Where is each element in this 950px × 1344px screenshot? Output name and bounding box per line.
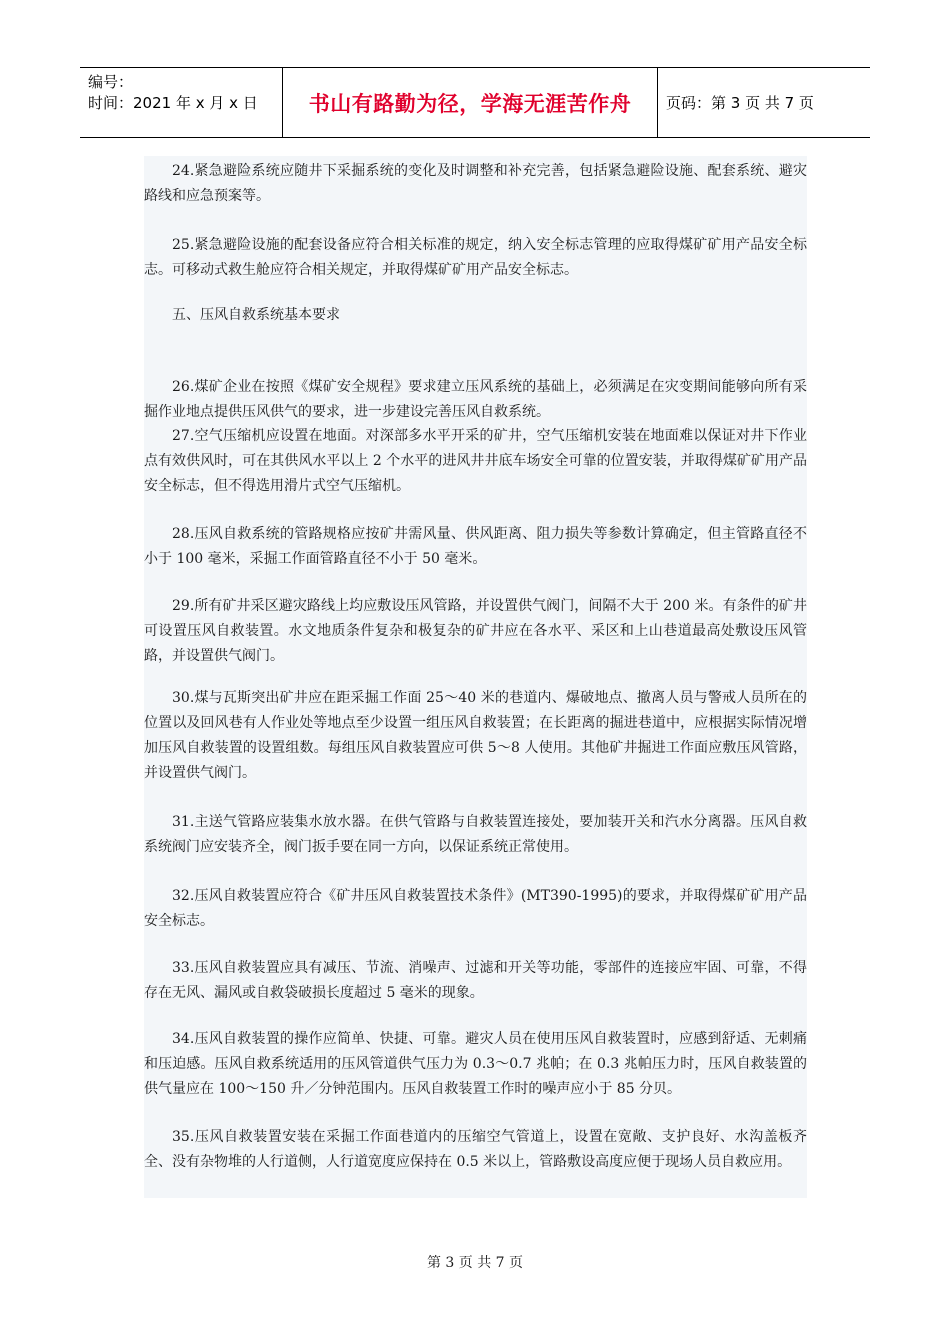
paragraph-33: 33.压风自救装置应具有减压、节流、消噪声、过滤和开关等功能，零部件的连接应牢固、可靠，不得存在无风、漏风或自救袋破损长度超过 5 毫米的现象。 (144, 960, 807, 1001)
paragraph-27: 27.空气压缩机应设置在地面。对深部多水平开采的矿井，空气压缩机安装在地面难以保证对井下作业点有效供风时，可在其供风水平以上 2 个水平的进风井井底车场安全可靠的位置安装，并取得煤矿矿用产品安全标志，但不得选用滑片式空气压缩机。 (144, 428, 807, 494)
paragraph-29: 29.所有矿井采区避灾路线上均应敷设压风管路，并设置供气阀门，间隔不大于 200 米。有条件的矿井可设置压风自救装置。水文地质条件复杂和极复杂的矿井应在各水平、采区和上山巷道最高处敷设压风管路，并设置供气阀门。 (144, 598, 807, 664)
paragraph-32: 32.压风自救装置应符合《矿井压风自救装置技术条件》(MT390-1995)的要求，并取得煤矿矿用产品安全标志。 (144, 888, 807, 929)
paragraph-31: 31.主送气管路应装集水放水器。在供气管路与自救装置连接处，要加装开关和汽水分离器。压风自救系统阀门应安装齐全，阀门扳手要在同一方向，以保证系统正常使用。 (144, 814, 807, 855)
paragraph-26: 26.煤矿企业在按照《煤矿安全规程》要求建立压风系统的基础上，必须满足在灾变期间能够向所有采掘作业地点提供压风供气的要求，进一步建设完善压风自救系统。 (144, 379, 807, 420)
header-page-code: 页码：第 3 页 共 7 页 (666, 94, 814, 112)
paragraph-25: 25.紧急避险设施的配套设备应符合相关标准的规定，纳入安全标志管理的应取得煤矿矿用产品安全标志。可移动式救生舱应符合相关规定，并取得煤矿矿用产品安全标志。 (144, 237, 807, 278)
header-info (80, 68, 282, 137)
header-motto: 书山有路勤为径，学海无涯苦作舟 (282, 68, 658, 137)
paragraph-24: 24.紧急避险系统应随井下采掘系统的变化及时调整和补充完善，包括紧急避险设施、配套系统、避灾路线和应急预案等。 (144, 163, 807, 204)
page-header (80, 67, 870, 138)
document-body (144, 156, 807, 1198)
document-date: 时间：2021 年 x 月 x 日 (88, 94, 258, 112)
document-number-label: 编号： (88, 73, 134, 91)
paragraph-28: 28.压风自救系统的管路规格应按矿井需风量、供风距离、阻力损失等参数计算确定，但主管路直径不小于 100 毫米，采掘工作面管路直径不小于 50 毫米。 (144, 526, 807, 567)
paragraph-35: 35.压风自救装置安装在采掘工作面巷道内的压缩空气管道上，设置在宽敞、支护良好、水沟盖板齐全、没有杂物堆的人行道侧，人行道宽度应保持在 0.5 米以上，管路敷设高度应便于现场人员自救应用。 (144, 1129, 807, 1170)
paragraph-34: 34.压风自救装置的操作应简单、快捷、可靠。避灾人员在使用压风自救装置时，应感到舒适、无刺痛和压迫感。压风自救系统适用的压风管道供气压力为 0.3～0.7 兆帕；在 0.3 兆帕压力时，压风自救装置的供气量应在 100～150 升／分钟范围内。压风自救装置工作时的噪声应小于 85 分贝。 (144, 1031, 807, 1097)
section-heading: 五、压风自救系统基本要求 (172, 307, 340, 323)
paragraph-30: 30.煤与瓦斯突出矿井应在距采掘工作面 25～40 米的巷道内、爆破地点、撤离人员与警戒人员所在的位置以及回风巷有人作业处等地点至少设置一组压风自救装置；在长距离的掘进巷道中，应根据实际情况增加压风自救装置的设置组数。每组压风自救装置应可供 5～8 人使用。其他矿井掘进工作面应敷压风管路，并设置供气阀门。 (144, 690, 807, 781)
page-footer: 第 3 页 共 7 页 (426, 1255, 524, 1271)
